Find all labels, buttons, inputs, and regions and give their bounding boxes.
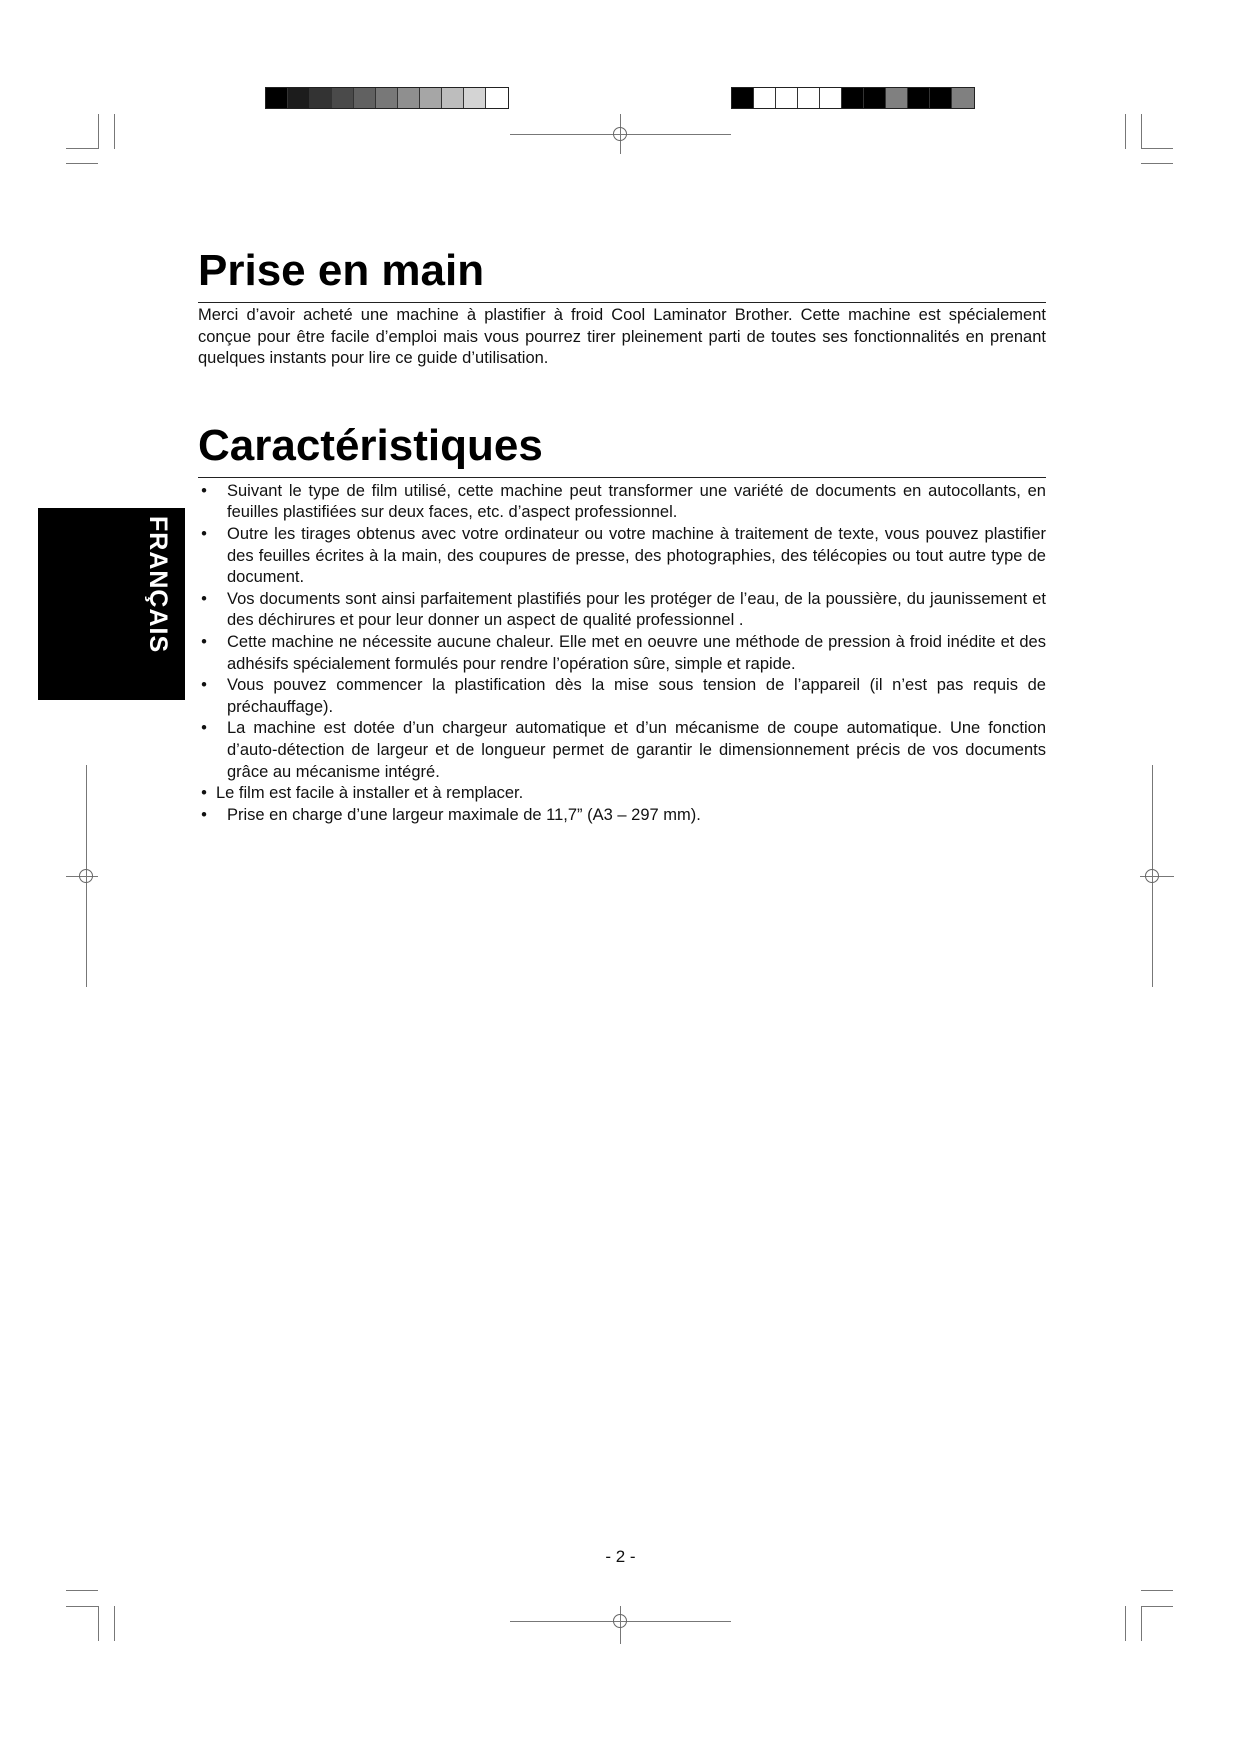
grayscale-swatch [442,88,464,108]
crop-mark-top-right [1141,114,1142,149]
list-item-text: La machine est dotée d’un chargeur automatique et d’un mécanisme de coupe automatique. Une fonction d’auto-détection de largeur et de longueur permet de garantir le dimensionnement précis de vos documents grâce au mécanisme intégré. [227,719,1046,781]
left-crosshair-circle [79,869,93,883]
bw-swatch [842,88,864,108]
crop-mark-bottom-left [66,1590,98,1591]
crop-mark-bottom-left [66,1606,98,1607]
bw-swatch [754,88,776,108]
list-item [198,589,1046,632]
bw-calibration-strip [731,87,975,109]
bw-swatch [798,88,820,108]
language-tab-label: FRANÇAIS [144,516,172,654]
list-item [198,675,1046,718]
bottom-center-crosshair-circle [613,1614,627,1628]
bullet-icon: • [201,524,207,543]
grayscale-swatch [376,88,398,108]
bw-swatch [776,88,798,108]
crop-mark-top-left [66,148,98,149]
bw-swatch [930,88,952,108]
list-item-text: Vos documents sont ainsi parfaitement plastifiés pour les protéger de l’eau, de la poussière, du jaunissement et des déchirures et pour leur donner un aspect de qualité professionnel . [227,589,1046,630]
list-item [198,632,1046,675]
list-item-text: Cette machine ne nécessite aucune chaleur. Elle met en oeuvre une méthode de pression à froid inédite et des adhésifs spécialement formulés pour rendre l’opération sûre, simple et rapide. [227,632,1046,673]
list-item-text: Suivant le type de film utilisé, cette machine peut transformer une variété de documents en autocollants, en feuilles plastifiées sur deux faces, etc. d’aspect professionnel. [227,481,1046,522]
bw-swatch [886,88,908,108]
list-item-text: Outre les tirages obtenus avec votre ordinateur ou votre machine à traitement de texte, vous pouvez plastifier des feuilles écrites à la main, des coupures de presse, des photographies, des télécopies ou tout autre type de document. [227,524,1046,587]
language-tab [38,508,185,700]
grayscale-swatch [464,88,486,108]
bw-swatch [864,88,886,108]
top-center-crosshair-circle [613,127,627,141]
crop-mark-bottom-left [114,1606,115,1641]
bullet-icon: • [201,784,207,803]
heading-rule [198,477,1046,478]
features-section [198,420,1046,827]
list-item-text: Vous pouvez commencer la plastification dès la mise sous tension de l’appareil (il n’est pas requis de préchauffage). [227,676,1046,716]
grayscale-swatch [310,88,332,108]
page-content [198,245,1046,826]
right-crosshair-circle [1145,869,1159,883]
list-item [198,481,1046,524]
crop-mark-top-right [1125,114,1126,149]
list-item-text: Prise en charge d’une largeur maximale de 11,7” (A3 – 297 mm). [227,805,701,824]
grayscale-calibration-strip [265,87,509,109]
page-number: - 2 - [605,1547,636,1566]
bw-swatch [952,88,974,108]
getting-started-heading: Prise en main [198,246,485,295]
grayscale-swatch [486,88,508,108]
crop-mark-top-left [98,114,99,149]
bullet-icon: • [201,481,207,500]
list-item [198,718,1046,783]
bw-swatch [820,88,842,108]
crop-mark-bottom-left [98,1606,99,1641]
crop-mark-bottom-right [1125,1606,1126,1641]
features-heading: Caractéristiques [198,420,543,470]
bw-swatch [732,88,754,108]
list-item-text: Le film est facile à installer et à remplacer. [216,784,524,803]
list-item [198,524,1046,589]
bullet-icon: • [201,719,207,738]
grayscale-swatch [398,88,420,108]
getting-started-section [198,245,1046,370]
crop-mark-bottom-right [1141,1606,1142,1641]
intro-paragraph: Merci d’avoir acheté une machine à plastifier à froid Cool Laminator Brother. Cette machine est spécialement conçue pour être facile d’emploi mais vous pourrez tirer pleinement parti de toutes ses fonctionnalités en prenant quelques instants pour lire ce guide d’utilisation. [198,306,1046,368]
crop-mark-top-left [114,114,115,149]
crop-mark-bottom-right [1141,1590,1173,1591]
bullet-icon: • [201,676,207,695]
grayscale-swatch [354,88,376,108]
grayscale-swatch [420,88,442,108]
bullet-icon: • [201,632,207,651]
crop-mark-bottom-right [1141,1606,1173,1607]
bullet-icon: • [201,589,207,608]
grayscale-swatch [288,88,310,108]
grayscale-swatch [266,88,288,108]
features-list [198,481,1046,827]
crop-mark-top-right [1141,148,1173,149]
bullet-icon: • [201,805,207,824]
list-item [198,805,1046,827]
heading-rule [198,302,1046,303]
crop-mark-top-right [1141,163,1173,164]
crop-mark-top-left [66,163,98,164]
grayscale-swatch [332,88,354,108]
bw-swatch [908,88,930,108]
list-item [198,783,1046,805]
